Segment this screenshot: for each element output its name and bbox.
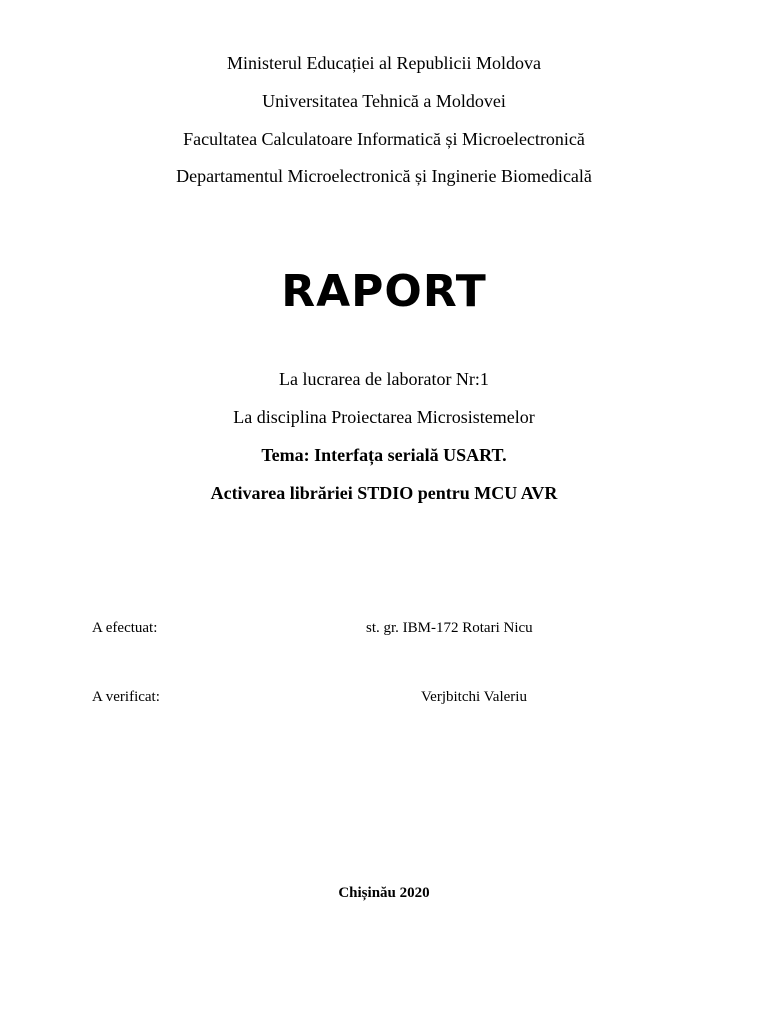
lab-number-line: La lucrarea de laborator Nr:1 [279, 369, 489, 389]
topic-line-continued: Activarea librăriei STDIO pentru MCU AVR [210, 483, 558, 503]
topic-line: Tema: Interfața serială USART. [261, 445, 507, 465]
performed-label: A efectuat: [92, 620, 158, 636]
checked-label: A verificat: [92, 689, 160, 705]
department-line: Departamentul Microelectronică și Inginerie Biomedicală [176, 166, 592, 186]
city-year: Chișinău 2020 [338, 885, 430, 901]
performed-value: st. gr. IBM-172 Rotari Nicu [366, 620, 533, 636]
university-line: Universitatea Tehnică a Moldovei [262, 91, 506, 111]
discipline-line: La disciplina Proiectarea Microsistemelor [233, 407, 535, 427]
ministry-line: Ministerul Educației al Republicii Moldova [227, 53, 541, 73]
report-title: RAPORT [281, 266, 487, 317]
faculty-line: Facultatea Calculatoare Informatică și Microelectronică [183, 129, 585, 149]
checked-value: Verjbitchi Valeriu [421, 689, 527, 705]
